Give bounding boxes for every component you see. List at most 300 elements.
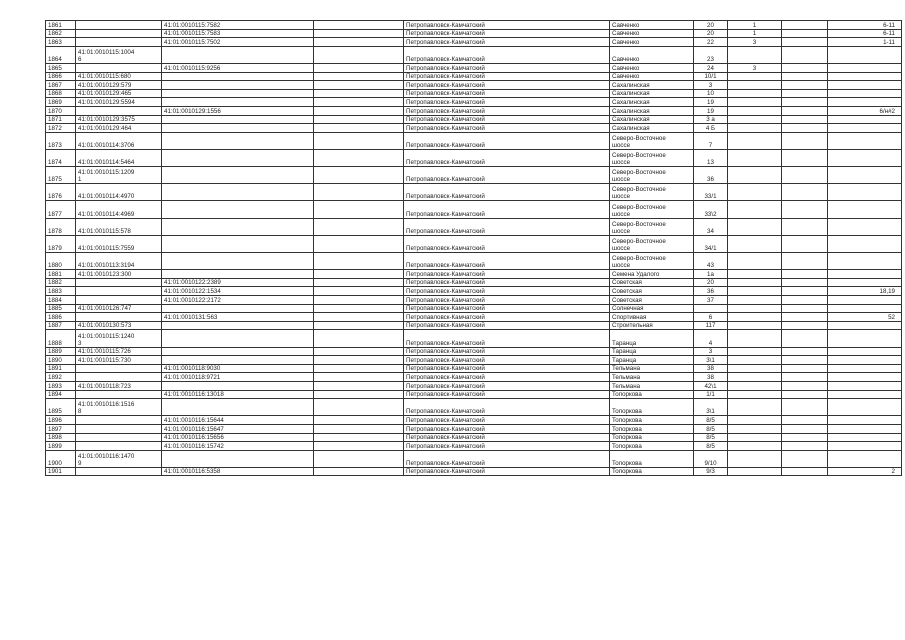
flat-number-cell bbox=[828, 46, 902, 63]
empty-cell-2-cell bbox=[782, 167, 828, 184]
row-number-cell: 1861 bbox=[46, 21, 76, 30]
flat-number-cell bbox=[828, 115, 902, 124]
house-number-cell: 36 bbox=[694, 167, 728, 184]
cadastral-number-building-cell bbox=[76, 424, 162, 433]
empty-cell-2-cell bbox=[782, 424, 828, 433]
row-number-cell: 1882 bbox=[46, 278, 76, 287]
cadastral-number-premises-cell: 41:01:0010122:1534 bbox=[162, 287, 314, 296]
street-cell: Советская bbox=[610, 296, 694, 305]
house-number-cell: 20 bbox=[694, 278, 728, 287]
cadastral-number-building-cell: 41:01:0010115:1209 1 bbox=[76, 167, 162, 184]
cadastral-number-building-cell bbox=[76, 278, 162, 287]
flat-number-cell: 6/н#2 bbox=[828, 106, 902, 115]
table-row bbox=[46, 167, 902, 184]
empty-cell-2-cell bbox=[782, 21, 828, 30]
table-row bbox=[46, 132, 902, 149]
street-cell: Семена Удалого bbox=[610, 270, 694, 279]
settlement-cell: Петропавловск-Камчатский bbox=[404, 46, 610, 63]
empty-cell-2-cell bbox=[782, 253, 828, 270]
empty-cell-2-cell bbox=[782, 442, 828, 451]
empty-cell-2-cell bbox=[782, 72, 828, 81]
cadastral-number-premises-cell bbox=[162, 89, 314, 98]
row-number-cell: 1891 bbox=[46, 364, 76, 373]
cadastral-number-building-cell: 41:01:0010114:3706 bbox=[76, 132, 162, 149]
table-row bbox=[46, 235, 902, 252]
cadastral-number-premises-cell: 41:01:0010118:9030 bbox=[162, 364, 314, 373]
cadastral-number-premises-cell: 41:01:0010115:7583 bbox=[162, 29, 314, 38]
flat-number-cell bbox=[828, 149, 902, 166]
empty-cell-2-cell bbox=[782, 115, 828, 124]
cadastral-number-building-cell bbox=[76, 416, 162, 425]
empty-cell-cell bbox=[314, 63, 404, 72]
flat-number-cell bbox=[828, 124, 902, 133]
row-number-cell: 1893 bbox=[46, 381, 76, 390]
street-cell: Топоркова bbox=[610, 433, 694, 442]
flat-number-cell bbox=[828, 89, 902, 98]
row-number-cell: 1875 bbox=[46, 167, 76, 184]
settlement-cell: Петропавловск-Камчатский bbox=[404, 424, 610, 433]
street-cell: Сахалинская bbox=[610, 89, 694, 98]
house-number-cell: 8/5 bbox=[694, 424, 728, 433]
flat-number-cell bbox=[828, 416, 902, 425]
row-number-cell: 1876 bbox=[46, 184, 76, 201]
empty-cell-cell bbox=[314, 21, 404, 30]
row-number-cell: 1887 bbox=[46, 321, 76, 330]
row-number-cell: 1866 bbox=[46, 72, 76, 81]
building-number-cell bbox=[728, 235, 782, 252]
street-cell: Северо-Восточное шоссе bbox=[610, 201, 694, 218]
house-number-cell: 8/5 bbox=[694, 442, 728, 451]
row-number-cell: 1865 bbox=[46, 63, 76, 72]
row-number-cell: 1870 bbox=[46, 106, 76, 115]
settlement-cell: Петропавловск-Камчатский bbox=[404, 330, 610, 347]
settlement-cell: Петропавловск-Камчатский bbox=[404, 72, 610, 81]
house-number-cell: 4 Б bbox=[694, 124, 728, 133]
house-number-cell: 36 bbox=[694, 287, 728, 296]
building-number-cell bbox=[728, 416, 782, 425]
cadastral-number-premises-cell: 41:01:0010116:15644 bbox=[162, 416, 314, 425]
flat-number-cell bbox=[828, 399, 902, 416]
settlement-cell: Петропавловск-Камчатский bbox=[404, 347, 610, 356]
row-number-cell: 1885 bbox=[46, 304, 76, 313]
empty-cell-2-cell bbox=[782, 278, 828, 287]
empty-cell-2-cell bbox=[782, 218, 828, 235]
house-number-cell: 3\1 bbox=[694, 399, 728, 416]
empty-cell-2-cell bbox=[782, 46, 828, 63]
cadastral-number-building-cell: 41:01:0010129:464 bbox=[76, 124, 162, 133]
cadastral-number-premises-cell: 41:01:0010116:15742 bbox=[162, 442, 314, 451]
flat-number-cell bbox=[828, 278, 902, 287]
building-number-cell bbox=[728, 321, 782, 330]
empty-cell-2-cell bbox=[782, 381, 828, 390]
table-row bbox=[46, 390, 902, 399]
street-cell: Топоркова bbox=[610, 416, 694, 425]
row-number-cell: 1862 bbox=[46, 29, 76, 38]
table-row bbox=[46, 304, 902, 313]
empty-cell-cell bbox=[314, 467, 404, 476]
flat-number-cell bbox=[828, 63, 902, 72]
settlement-cell: Петропавловск-Камчатский bbox=[404, 218, 610, 235]
empty-cell-cell bbox=[314, 416, 404, 425]
cadastral-number-premises-cell: 41:01:0010122:2389 bbox=[162, 278, 314, 287]
flat-number-cell bbox=[828, 253, 902, 270]
cadastral-number-building-cell bbox=[76, 390, 162, 399]
building-number-cell: 1 bbox=[728, 29, 782, 38]
cadastral-number-building-cell: 41:01:0010115:1240 3 bbox=[76, 330, 162, 347]
street-cell: Тельмана bbox=[610, 364, 694, 373]
row-number-cell: 1888 bbox=[46, 330, 76, 347]
empty-cell-2-cell bbox=[782, 149, 828, 166]
cadastral-number-building-cell: 41:01:0010115:1004 6 bbox=[76, 46, 162, 63]
table-row bbox=[46, 424, 902, 433]
building-number-cell bbox=[728, 399, 782, 416]
flat-number-cell bbox=[828, 201, 902, 218]
flat-number-cell bbox=[828, 424, 902, 433]
cadastral-number-premises-cell bbox=[162, 167, 314, 184]
cadastral-number-building-cell bbox=[76, 364, 162, 373]
building-number-cell bbox=[728, 450, 782, 467]
street-cell: Солнечная bbox=[610, 304, 694, 313]
house-number-cell: 1а bbox=[694, 270, 728, 279]
empty-cell-cell bbox=[314, 433, 404, 442]
cadastral-number-building-cell bbox=[76, 467, 162, 476]
building-number-cell bbox=[728, 287, 782, 296]
row-number-cell: 1883 bbox=[46, 287, 76, 296]
flat-number-cell bbox=[828, 381, 902, 390]
flat-number-cell bbox=[828, 347, 902, 356]
house-number-cell: 20 bbox=[694, 21, 728, 30]
row-number-cell: 1867 bbox=[46, 81, 76, 90]
empty-cell-2-cell bbox=[782, 321, 828, 330]
row-number-cell: 1895 bbox=[46, 399, 76, 416]
building-number-cell bbox=[728, 304, 782, 313]
empty-cell-cell bbox=[314, 390, 404, 399]
row-number-cell: 1871 bbox=[46, 115, 76, 124]
settlement-cell: Петропавловск-Камчатский bbox=[404, 433, 610, 442]
cadastral-number-building-cell bbox=[76, 296, 162, 305]
row-number-cell: 1894 bbox=[46, 390, 76, 399]
flat-number-cell bbox=[828, 296, 902, 305]
cadastral-number-premises-cell bbox=[162, 330, 314, 347]
cadastral-number-premises-cell bbox=[162, 218, 314, 235]
cadastral-number-premises-cell: 41:01:0010115:7582 bbox=[162, 21, 314, 30]
building-number-cell: 3 bbox=[728, 63, 782, 72]
settlement-cell: Петропавловск-Камчатский bbox=[404, 442, 610, 451]
cadastral-number-premises-cell bbox=[162, 201, 314, 218]
settlement-cell: Петропавловск-Камчатский bbox=[404, 356, 610, 365]
empty-cell-cell bbox=[314, 29, 404, 38]
table-row bbox=[46, 364, 902, 373]
settlement-cell: Петропавловск-Камчатский bbox=[404, 81, 610, 90]
house-number-cell: 3 а bbox=[694, 115, 728, 124]
flat-number-cell: 6-11 bbox=[828, 29, 902, 38]
street-cell: Сахалинская bbox=[610, 98, 694, 107]
row-number-cell: 1886 bbox=[46, 313, 76, 322]
flat-number-cell bbox=[828, 442, 902, 451]
cadastral-number-premises-cell bbox=[162, 132, 314, 149]
street-cell: Северо-Восточное шоссе bbox=[610, 167, 694, 184]
empty-cell-cell bbox=[314, 270, 404, 279]
cadastral-number-building-cell: 41:01:0010115:7559 bbox=[76, 235, 162, 252]
building-number-cell bbox=[728, 218, 782, 235]
table-row bbox=[46, 72, 902, 81]
settlement-cell: Петропавловск-Камчатский bbox=[404, 201, 610, 218]
house-number-cell: 10 bbox=[694, 89, 728, 98]
cadastral-number-premises-cell bbox=[162, 184, 314, 201]
empty-cell-cell bbox=[314, 356, 404, 365]
table-row bbox=[46, 106, 902, 115]
cadastral-number-building-cell bbox=[76, 433, 162, 442]
settlement-cell: Петропавловск-Камчатский bbox=[404, 399, 610, 416]
building-number-cell bbox=[728, 167, 782, 184]
cadastral-number-premises-cell bbox=[162, 235, 314, 252]
street-cell: Топоркова bbox=[610, 442, 694, 451]
row-number-cell: 1896 bbox=[46, 416, 76, 425]
house-number-cell: 43 bbox=[694, 253, 728, 270]
settlement-cell: Петропавловск-Камчатский bbox=[404, 124, 610, 133]
row-number-cell: 1900 bbox=[46, 450, 76, 467]
house-number-cell: 23 bbox=[694, 46, 728, 63]
building-number-cell bbox=[728, 89, 782, 98]
building-number-cell bbox=[728, 278, 782, 287]
cadastral-number-building-cell bbox=[76, 313, 162, 322]
cadastral-number-premises-cell: 41:01:0010131:563 bbox=[162, 313, 314, 322]
row-number-cell: 1898 bbox=[46, 433, 76, 442]
house-number-cell: 3\1 bbox=[694, 356, 728, 365]
building-number-cell bbox=[728, 72, 782, 81]
house-number-cell: 19 bbox=[694, 98, 728, 107]
empty-cell-cell bbox=[314, 38, 404, 47]
cadastral-number-building-cell: 41:01:0010115:578 bbox=[76, 218, 162, 235]
building-number-cell bbox=[728, 124, 782, 133]
cadastral-number-premises-cell bbox=[162, 72, 314, 81]
empty-cell-2-cell bbox=[782, 390, 828, 399]
street-cell: Строительная bbox=[610, 321, 694, 330]
building-number-cell bbox=[728, 270, 782, 279]
empty-cell-cell bbox=[314, 201, 404, 218]
empty-cell-2-cell bbox=[782, 304, 828, 313]
row-number-cell: 1879 bbox=[46, 235, 76, 252]
table-row bbox=[46, 287, 902, 296]
flat-number-cell: 6-11 bbox=[828, 21, 902, 30]
street-cell: Северо-Восточное шоссе bbox=[610, 132, 694, 149]
table-row bbox=[46, 89, 902, 98]
flat-number-cell bbox=[828, 235, 902, 252]
cadastral-number-building-cell: 41:01:0010115:726 bbox=[76, 347, 162, 356]
settlement-cell: Петропавловск-Камчатский bbox=[404, 149, 610, 166]
row-number-cell: 1897 bbox=[46, 424, 76, 433]
empty-cell-cell bbox=[314, 450, 404, 467]
house-number-cell: 37 bbox=[694, 296, 728, 305]
table-row bbox=[46, 81, 902, 90]
street-cell: Таранца bbox=[610, 356, 694, 365]
building-number-cell: 1 bbox=[728, 21, 782, 30]
settlement-cell: Петропавловск-Камчатский bbox=[404, 304, 610, 313]
empty-cell-cell bbox=[314, 167, 404, 184]
street-cell: Топоркова bbox=[610, 399, 694, 416]
house-number-cell: 117 bbox=[694, 321, 728, 330]
house-number-cell: 20 bbox=[694, 29, 728, 38]
house-number-cell: 3 bbox=[694, 81, 728, 90]
building-number-cell bbox=[728, 201, 782, 218]
row-number-cell: 1877 bbox=[46, 201, 76, 218]
cadastral-number-premises-cell: 41:01:0010129:1556 bbox=[162, 106, 314, 115]
table-row bbox=[46, 313, 902, 322]
table-row bbox=[46, 373, 902, 382]
settlement-cell: Петропавловск-Камчатский bbox=[404, 467, 610, 476]
house-number-cell: 33/1 bbox=[694, 184, 728, 201]
flat-number-cell: 52 bbox=[828, 313, 902, 322]
empty-cell-cell bbox=[314, 442, 404, 451]
cadastral-number-premises-cell: 41:01:0010116:15647 bbox=[162, 424, 314, 433]
settlement-cell: Петропавловск-Камчатский bbox=[404, 98, 610, 107]
empty-cell-2-cell bbox=[782, 433, 828, 442]
empty-cell-cell bbox=[314, 124, 404, 133]
row-number-cell: 1863 bbox=[46, 38, 76, 47]
flat-number-cell bbox=[828, 356, 902, 365]
table-row bbox=[46, 450, 902, 467]
table-row bbox=[46, 442, 902, 451]
table-row bbox=[46, 356, 902, 365]
cadastral-number-premises-cell bbox=[162, 304, 314, 313]
flat-number-cell bbox=[828, 98, 902, 107]
settlement-cell: Петропавловск-Камчатский bbox=[404, 132, 610, 149]
building-number-cell bbox=[728, 433, 782, 442]
building-number-cell bbox=[728, 424, 782, 433]
settlement-cell: Петропавловск-Камчатский bbox=[404, 38, 610, 47]
empty-cell-cell bbox=[314, 373, 404, 382]
table-row bbox=[46, 38, 902, 47]
table-row bbox=[46, 399, 902, 416]
row-number-cell: 1884 bbox=[46, 296, 76, 305]
street-cell: Савченко bbox=[610, 72, 694, 81]
row-number-cell: 1899 bbox=[46, 442, 76, 451]
cadastral-number-building-cell: 41:01:0010116:1470 9 bbox=[76, 450, 162, 467]
empty-cell-2-cell bbox=[782, 296, 828, 305]
table-row bbox=[46, 218, 902, 235]
street-cell: Таранца bbox=[610, 330, 694, 347]
empty-cell-2-cell bbox=[782, 270, 828, 279]
cadastral-number-building-cell: 41:01:0010113:3194 bbox=[76, 253, 162, 270]
street-cell: Северо-Восточное шоссе bbox=[610, 184, 694, 201]
cadastral-number-building-cell: 41:01:0010116:1516 8 bbox=[76, 399, 162, 416]
table-row bbox=[46, 330, 902, 347]
row-number-cell: 1889 bbox=[46, 347, 76, 356]
flat-number-cell: 1-11 bbox=[828, 38, 902, 47]
house-number-cell: 34 bbox=[694, 218, 728, 235]
street-cell: Топоркова bbox=[610, 424, 694, 433]
cadastral-number-premises-cell bbox=[162, 253, 314, 270]
table-row bbox=[46, 433, 902, 442]
street-cell: Тельмана bbox=[610, 373, 694, 382]
table-row bbox=[46, 98, 902, 107]
empty-cell-cell bbox=[314, 364, 404, 373]
settlement-cell: Петропавловск-Камчатский bbox=[404, 416, 610, 425]
flat-number-cell bbox=[828, 433, 902, 442]
row-number-cell: 1892 bbox=[46, 373, 76, 382]
cadastral-number-building-cell bbox=[76, 63, 162, 72]
cadastral-number-premises-cell bbox=[162, 356, 314, 365]
street-cell: Сахалинская bbox=[610, 115, 694, 124]
empty-cell-cell bbox=[314, 235, 404, 252]
empty-cell-2-cell bbox=[782, 63, 828, 72]
cadastral-number-building-cell: 41:01:0010114:5464 bbox=[76, 149, 162, 166]
house-number-cell: 33\2 bbox=[694, 201, 728, 218]
empty-cell-2-cell bbox=[782, 201, 828, 218]
building-number-cell bbox=[728, 81, 782, 90]
cadastral-number-building-cell: 41:01:0010115:680 bbox=[76, 72, 162, 81]
settlement-cell: Петропавловск-Камчатский bbox=[404, 21, 610, 30]
settlement-cell: Петропавловск-Камчатский bbox=[404, 287, 610, 296]
street-cell: Северо-Восточное шоссе bbox=[610, 235, 694, 252]
empty-cell-2-cell bbox=[782, 89, 828, 98]
building-number-cell bbox=[728, 149, 782, 166]
settlement-cell: Петропавловск-Камчатский bbox=[404, 373, 610, 382]
flat-number-cell bbox=[828, 450, 902, 467]
table-row bbox=[46, 381, 902, 390]
flat-number-cell bbox=[828, 81, 902, 90]
flat-number-cell bbox=[828, 218, 902, 235]
table-row bbox=[46, 416, 902, 425]
house-number-cell: 3 bbox=[694, 347, 728, 356]
settlement-cell: Петропавловск-Камчатский bbox=[404, 278, 610, 287]
house-number-cell: 4 bbox=[694, 330, 728, 347]
row-number-cell: 1890 bbox=[46, 356, 76, 365]
cadastral-number-premises-cell bbox=[162, 124, 314, 133]
flat-number-cell bbox=[828, 184, 902, 201]
street-cell: Савченко bbox=[610, 21, 694, 30]
empty-cell-cell bbox=[314, 278, 404, 287]
cadastral-number-building-cell: 41:01:0010130:573 bbox=[76, 321, 162, 330]
empty-cell-cell bbox=[314, 381, 404, 390]
house-number-cell: 1/1 bbox=[694, 390, 728, 399]
row-number-cell: 1880 bbox=[46, 253, 76, 270]
empty-cell-2-cell bbox=[782, 184, 828, 201]
cadastral-number-premises-cell: 41:01:0010122:2172 bbox=[162, 296, 314, 305]
empty-cell-2-cell bbox=[782, 330, 828, 347]
cadastral-number-building-cell bbox=[76, 29, 162, 38]
street-cell: Сахалинская bbox=[610, 124, 694, 133]
building-number-cell bbox=[728, 106, 782, 115]
row-number-cell: 1873 bbox=[46, 132, 76, 149]
table-row bbox=[46, 46, 902, 63]
street-cell: Сахалинская bbox=[610, 106, 694, 115]
cadastral-number-premises-cell bbox=[162, 270, 314, 279]
empty-cell-cell bbox=[314, 253, 404, 270]
table-row bbox=[46, 29, 902, 38]
table-row bbox=[46, 115, 902, 124]
empty-cell-2-cell bbox=[782, 450, 828, 467]
house-number-cell: 8/5 bbox=[694, 433, 728, 442]
settlement-cell: Петропавловск-Камчатский bbox=[404, 106, 610, 115]
cadastral-number-building-cell bbox=[76, 106, 162, 115]
table-row bbox=[46, 149, 902, 166]
settlement-cell: Петропавловск-Камчатский bbox=[404, 296, 610, 305]
building-number-cell bbox=[728, 132, 782, 149]
house-number-cell: 8/5 bbox=[694, 416, 728, 425]
settlement-cell: Петропавловск-Камчатский bbox=[404, 253, 610, 270]
cadastral-number-building-cell: 41:01:0010126:747 bbox=[76, 304, 162, 313]
house-number-cell: 19 bbox=[694, 106, 728, 115]
row-number-cell: 1864 bbox=[46, 46, 76, 63]
empty-cell-cell bbox=[314, 89, 404, 98]
building-number-cell bbox=[728, 467, 782, 476]
empty-cell-2-cell bbox=[782, 356, 828, 365]
empty-cell-cell bbox=[314, 184, 404, 201]
flat-number-cell bbox=[828, 72, 902, 81]
empty-cell-cell bbox=[314, 81, 404, 90]
building-number-cell bbox=[728, 98, 782, 107]
